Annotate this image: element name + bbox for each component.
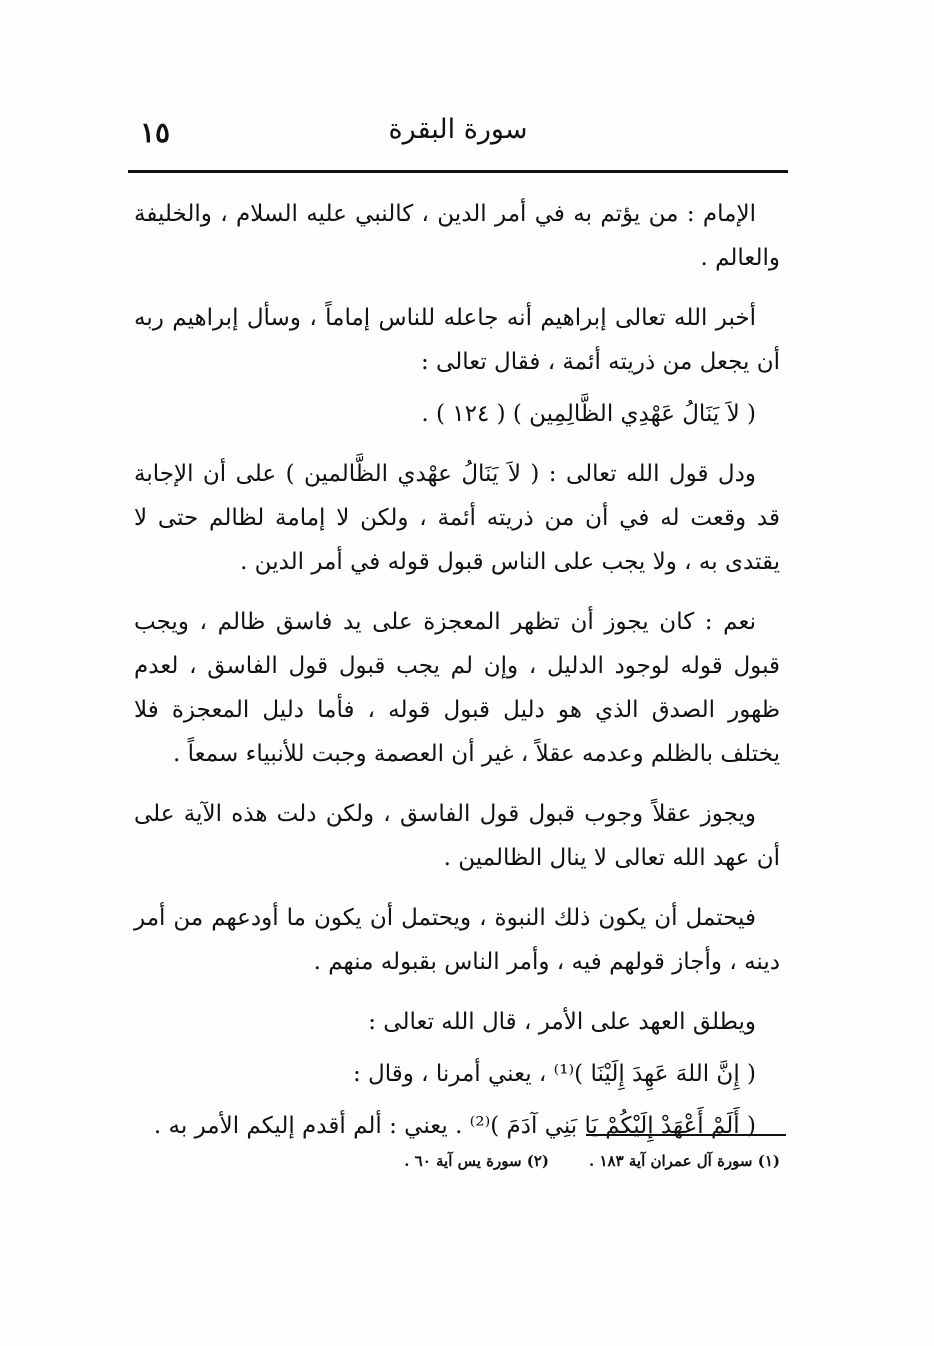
paragraph: فيحتمل أن يكون ذلك النبوة ، ويحتمل أن يكون ما أودعهم من أمر دينه ، وأجاز قولهم فيه ، وأمر الناس بقبوله منهم . bbox=[134, 905, 780, 975]
footnote: (١) سورة آل عمران آية ١٨٣ . bbox=[589, 1152, 780, 1170]
paragraph: نعم : كان يجوز أن تظهر المعجزة على يد فاسق ظالم ، ويجب قبول قوله لوجود الدليل ، وإن لم يجب قبول قول الفاسق ، لعدم ظهور الصدق الذي هو دليل قبول قوله ، فأما دليل المعجزة فلا يختلف بالظلم وعدمه عقلاً ، غير أن العصمة وجبت للأنبياء سمعاً . bbox=[134, 609, 780, 767]
paragraph: الإمام : من يؤتم به في أمر الدين ، كالنبي عليه السلام ، والخليفة والعالم . bbox=[134, 201, 780, 271]
header-rule bbox=[128, 170, 788, 173]
footnote-rule bbox=[586, 1134, 786, 1136]
paragraph: أخبر الله تعالى إبراهيم أنه جاعله للناس إماماً ، وسأل إبراهيم ربه أن يجعل من ذريته أئمة ، فقال تعالى : bbox=[134, 305, 780, 375]
footnotes bbox=[200, 1152, 780, 1170]
paragraph: ويطلق العهد على الأمر ، قال الله تعالى : bbox=[368, 1009, 756, 1035]
body-text bbox=[134, 192, 780, 1164]
footnote: (٢) سورة يس آية ٦٠ . bbox=[404, 1152, 550, 1170]
quran-verse: ( أَلَمْ أَعْهَدْ إِلَيْكُمْ يَا بَنِي آدَمَ )⁽²⁾ . يعني : ألم أقدم إليكم الأمر به . bbox=[153, 1113, 756, 1139]
quran-verse: ( إِنَّ اللهَ عَهِدَ إِلَيْنَا )⁽¹⁾ ، يعني أمرنا ، وقال : bbox=[352, 1061, 756, 1087]
page-number: ١٥ bbox=[140, 116, 171, 149]
paragraph: ودل قول الله تعالى : ( لاَ يَنَالُ عهْدي الظَّالمين ) على أن الإجابة قد وقعت له في أن من ذريته أئمة ، ولكن لا إمامة لظالم حتى لا يقتدى به ، ولا يجب على الناس قبول قوله في أمر الدين . bbox=[134, 461, 780, 575]
paragraph: ويجوز عقلاً وجوب قبول قول الفاسق ، ولكن دلت هذه الآية على أن عهد الله تعالى لا ينال الظالمين . bbox=[134, 801, 780, 871]
running-title: سورة البقرة bbox=[388, 114, 528, 145]
quran-verse: ( لاَ يَنَالُ عَهْدِي الظَّالِمِين ) ( ١٢٤ ) . bbox=[421, 401, 756, 427]
page-header bbox=[128, 108, 788, 156]
